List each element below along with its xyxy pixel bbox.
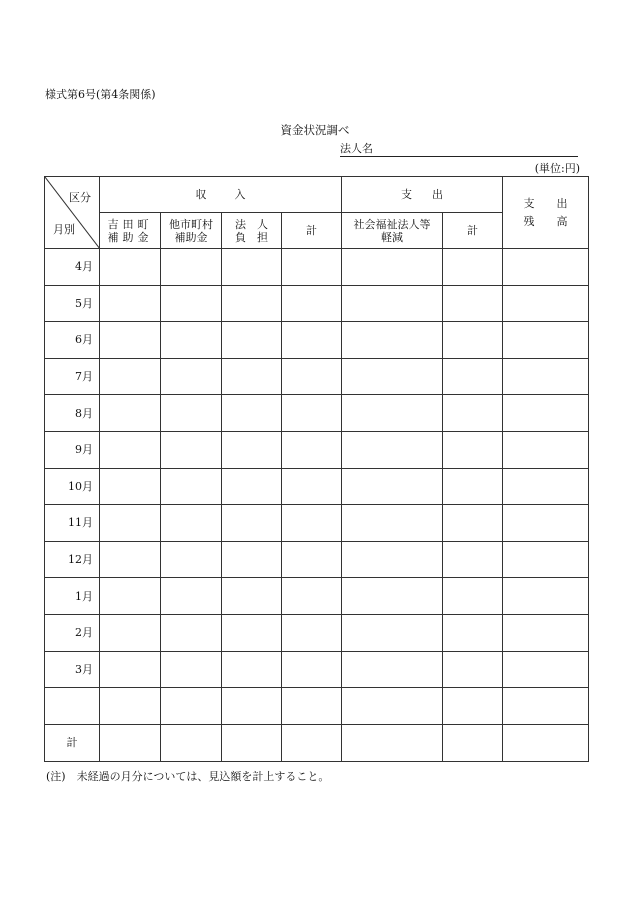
balance-line-2: 残 高	[523, 214, 568, 228]
month-cell: 7月	[45, 358, 100, 395]
form-number: 様式第6号(第4条関係)	[45, 88, 156, 101]
month-cell: 6月	[45, 322, 100, 359]
table-row	[45, 395, 589, 432]
col-welfare-reduction: 社会福祉法人等 軽減	[342, 213, 443, 249]
table-row	[45, 651, 589, 688]
footnote: (注) 未経過の月分については、見込額を計上すること。	[46, 770, 330, 783]
col-expense-total: 計	[443, 213, 503, 249]
balance-line-1: 支 出	[523, 196, 568, 210]
col-corporation-burden: 法 人 負 担	[222, 213, 282, 249]
total-row	[45, 724, 589, 761]
table-row	[45, 541, 589, 578]
table-row	[45, 431, 589, 468]
table-row	[45, 614, 589, 651]
table-row	[45, 468, 589, 505]
month-cell: 2月	[45, 614, 100, 651]
balance-header	[503, 177, 589, 249]
table-row	[45, 578, 589, 615]
month-cell: 5月	[45, 285, 100, 322]
month-cell: 12月	[45, 541, 100, 578]
col-income-total: 計	[282, 213, 342, 249]
month-cell: 1月	[45, 578, 100, 615]
corner-cell	[45, 177, 100, 249]
month-cell: 10月	[45, 468, 100, 505]
col-other-municipality-subsidy: 他市町村 補助金	[161, 213, 222, 249]
table-row	[45, 688, 589, 725]
month-cell: 8月	[45, 395, 100, 432]
corporation-name-field[interactable]: 法人名	[340, 142, 578, 157]
table-row	[45, 285, 589, 322]
table-row	[45, 249, 589, 286]
col-yoshida-subsidy: 吉田町 補助金	[100, 213, 161, 249]
income-group-header: 収入	[100, 177, 342, 213]
document-title: 資金状況調べ	[280, 123, 350, 137]
table-row	[45, 358, 589, 395]
month-cell: 9月	[45, 431, 100, 468]
diagonal-line	[45, 177, 100, 249]
category-label: 区分	[69, 191, 91, 204]
unit-label: (単位:円)	[534, 162, 580, 175]
table-row	[45, 505, 589, 542]
month-cell: 3月	[45, 651, 100, 688]
table-row	[45, 322, 589, 359]
month-label: 月別	[53, 223, 75, 236]
total-label: 計	[45, 724, 100, 761]
month-cell: 4月	[45, 249, 100, 286]
month-cell	[45, 688, 100, 725]
fund-status-table	[44, 176, 589, 762]
expense-group-header: 支出	[342, 177, 503, 213]
month-cell: 11月	[45, 505, 100, 542]
